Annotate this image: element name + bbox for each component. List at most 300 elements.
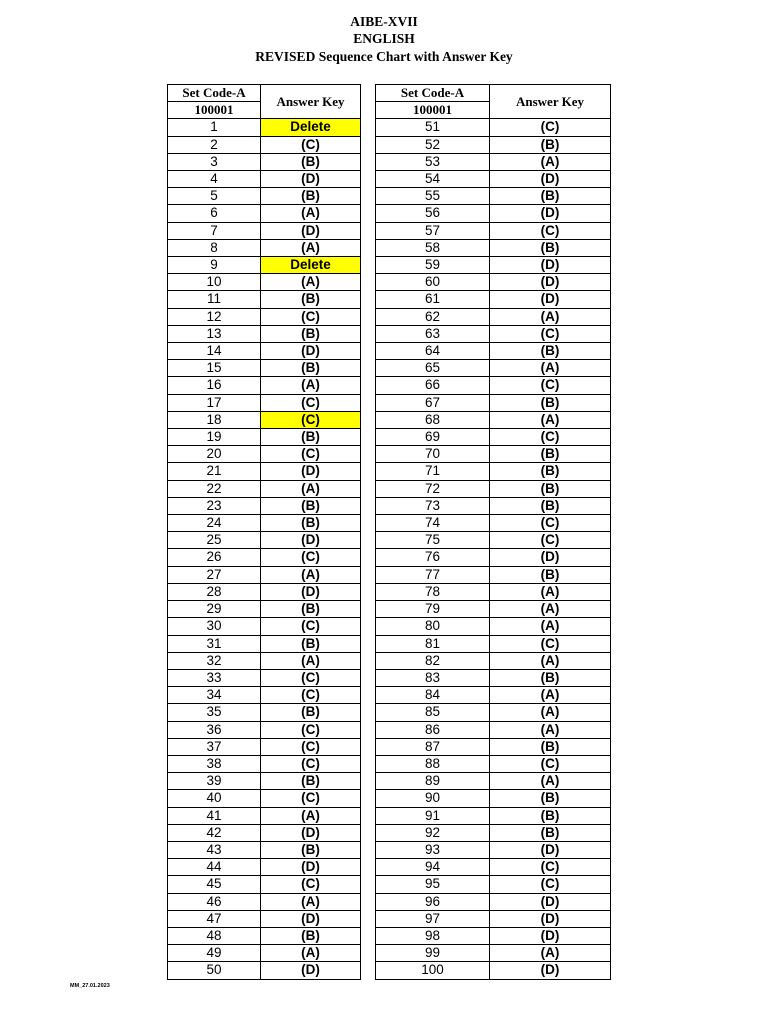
question-number: 20 <box>168 446 261 463</box>
table-row <box>376 532 611 549</box>
table-row <box>168 291 361 308</box>
answer-cell: (D) <box>490 962 611 979</box>
table-row <box>376 136 611 153</box>
answer-cell: (C) <box>490 325 611 342</box>
answer-cell: (C) <box>490 532 611 549</box>
question-number: 93 <box>376 841 490 858</box>
table-row <box>376 480 611 497</box>
answer-cell: (D) <box>490 549 611 566</box>
question-number: 23 <box>168 497 261 514</box>
table-row <box>168 325 361 342</box>
answer-cell: (C) <box>261 790 361 807</box>
answer-cell: (B) <box>261 188 361 205</box>
table-row <box>168 652 361 669</box>
question-number: 48 <box>168 927 261 944</box>
answer-cell: (A) <box>490 721 611 738</box>
table-row <box>376 773 611 790</box>
table-row <box>168 222 361 239</box>
table-row <box>376 239 611 256</box>
table-row <box>168 687 361 704</box>
table-row <box>168 515 361 532</box>
table-row <box>168 566 361 583</box>
table-row <box>376 377 611 394</box>
table-row <box>376 893 611 910</box>
answer-cell: (B) <box>261 704 361 721</box>
table-row <box>376 962 611 979</box>
answer-cell: (B) <box>261 325 361 342</box>
table-row <box>168 704 361 721</box>
table-row <box>168 411 361 428</box>
question-number: 83 <box>376 669 490 686</box>
table-row <box>168 360 361 377</box>
answer-cell: (B) <box>261 153 361 170</box>
answer-cell: (A) <box>490 704 611 721</box>
table-row <box>376 171 611 188</box>
answer-cell: (A) <box>261 274 361 291</box>
answer-cell: (A) <box>261 566 361 583</box>
answer-cell: (D) <box>490 205 611 222</box>
question-number: 77 <box>376 566 490 583</box>
question-number: 99 <box>376 945 490 962</box>
table-row <box>376 566 611 583</box>
question-number: 65 <box>376 360 490 377</box>
table-row <box>376 583 611 600</box>
answer-cell: (C) <box>490 429 611 446</box>
answer-cell: (B) <box>490 239 611 256</box>
set-number-header: 100001 <box>168 102 261 119</box>
answer-cell: (C) <box>490 755 611 772</box>
answer-cell: (B) <box>261 841 361 858</box>
question-number: 85 <box>376 704 490 721</box>
question-number: 34 <box>168 687 261 704</box>
answer-cell: (A) <box>261 893 361 910</box>
answer-key-table-right <box>375 84 611 980</box>
answer-cell: (B) <box>490 669 611 686</box>
answer-cell: (C) <box>490 222 611 239</box>
answer-cell: (D) <box>261 343 361 360</box>
answer-cell: (C) <box>261 876 361 893</box>
question-number: 90 <box>376 790 490 807</box>
answer-cell: (D) <box>261 171 361 188</box>
answer-cell: (A) <box>490 308 611 325</box>
question-number: 27 <box>168 566 261 583</box>
answer-cell: (B) <box>490 480 611 497</box>
answer-cell: (C) <box>261 394 361 411</box>
table-row <box>168 532 361 549</box>
document-subtitle: REVISED Sequence Chart with Answer Key <box>255 49 513 64</box>
table-row <box>376 945 611 962</box>
table-row <box>376 549 611 566</box>
answer-cell: (C) <box>261 721 361 738</box>
answer-cell: (C) <box>490 377 611 394</box>
table-row <box>168 755 361 772</box>
question-number: 41 <box>168 807 261 824</box>
answer-cell: (A) <box>490 583 611 600</box>
question-number: 92 <box>376 824 490 841</box>
question-number: 4 <box>168 171 261 188</box>
answer-cell: (D) <box>261 824 361 841</box>
answer-cell: (B) <box>261 360 361 377</box>
answer-cell: (A) <box>490 773 611 790</box>
table-row <box>168 480 361 497</box>
question-number: 62 <box>376 308 490 325</box>
question-number: 81 <box>376 635 490 652</box>
question-number: 10 <box>168 274 261 291</box>
answer-cell: (D) <box>261 532 361 549</box>
answer-cell: (C) <box>261 308 361 325</box>
table-row <box>376 257 611 274</box>
answer-cell: (A) <box>261 480 361 497</box>
table-row <box>168 171 361 188</box>
question-number: 28 <box>168 583 261 600</box>
answer-cell: (D) <box>490 910 611 927</box>
question-number: 50 <box>168 962 261 979</box>
question-number: 2 <box>168 136 261 153</box>
table-row <box>168 119 361 136</box>
table-row <box>376 738 611 755</box>
question-number: 73 <box>376 497 490 514</box>
answer-cell: (B) <box>261 635 361 652</box>
question-number: 12 <box>168 308 261 325</box>
question-number: 97 <box>376 910 490 927</box>
answer-cell: (A) <box>490 360 611 377</box>
document-title: AIBE-XVII <box>350 14 418 29</box>
table-row <box>376 429 611 446</box>
table-row <box>376 652 611 669</box>
question-number: 39 <box>168 773 261 790</box>
answer-cell: (D) <box>261 583 361 600</box>
header-row <box>376 85 611 102</box>
table-row <box>376 687 611 704</box>
question-number: 13 <box>168 325 261 342</box>
table-row <box>376 704 611 721</box>
table-row <box>376 515 611 532</box>
question-number: 25 <box>168 532 261 549</box>
question-number: 74 <box>376 515 490 532</box>
table-row <box>376 308 611 325</box>
table-row <box>168 308 361 325</box>
question-number: 29 <box>168 601 261 618</box>
answer-cell: (D) <box>490 927 611 944</box>
table-row <box>168 824 361 841</box>
answer-cell: (B) <box>261 601 361 618</box>
question-number: 44 <box>168 859 261 876</box>
answer-cell: (C) <box>490 515 611 532</box>
answer-cell: (B) <box>490 807 611 824</box>
table-row <box>376 343 611 360</box>
set-number-header: 100001 <box>376 102 490 119</box>
header-row <box>168 85 361 102</box>
table-row <box>168 205 361 222</box>
answer-cell: (D) <box>261 859 361 876</box>
answer-cell: (D) <box>490 841 611 858</box>
answer-cell: (B) <box>490 497 611 514</box>
answer-cell: (A) <box>261 239 361 256</box>
question-number: 22 <box>168 480 261 497</box>
answer-cell: (B) <box>490 343 611 360</box>
table-row <box>376 601 611 618</box>
question-number: 59 <box>376 257 490 274</box>
answer-cell: (B) <box>261 515 361 532</box>
answer-key-table-left <box>167 84 361 980</box>
table-row <box>376 153 611 170</box>
table-row <box>376 807 611 824</box>
question-number: 46 <box>168 893 261 910</box>
set-code-header: Set Code-A <box>376 85 490 102</box>
answer-cell: (B) <box>261 291 361 308</box>
question-number: 70 <box>376 446 490 463</box>
answer-key-header: Answer Key <box>261 85 361 119</box>
table-row <box>376 618 611 635</box>
question-number: 30 <box>168 618 261 635</box>
answer-cell: (D) <box>261 222 361 239</box>
answer-cell: (C) <box>261 549 361 566</box>
question-number: 24 <box>168 515 261 532</box>
question-number: 76 <box>376 549 490 566</box>
question-number: 17 <box>168 394 261 411</box>
table-row <box>376 411 611 428</box>
question-number: 45 <box>168 876 261 893</box>
answer-cell: (A) <box>261 205 361 222</box>
question-number: 37 <box>168 738 261 755</box>
table-row <box>376 859 611 876</box>
answer-cell: (C) <box>261 738 361 755</box>
answer-cell: (C) <box>490 635 611 652</box>
question-number: 19 <box>168 429 261 446</box>
table-row <box>376 790 611 807</box>
answer-cell: (B) <box>261 927 361 944</box>
table-row <box>376 463 611 480</box>
answer-cell: (C) <box>261 136 361 153</box>
table-row <box>168 583 361 600</box>
question-number: 52 <box>376 136 490 153</box>
question-number: 32 <box>168 652 261 669</box>
answer-cell: (A) <box>261 377 361 394</box>
table-body <box>376 119 611 979</box>
table-row <box>168 807 361 824</box>
answer-cell: (B) <box>490 188 611 205</box>
table-row <box>168 893 361 910</box>
answer-cell: (A) <box>261 945 361 962</box>
answer-cell: (D) <box>261 463 361 480</box>
answer-cell: (A) <box>261 652 361 669</box>
table-row <box>376 910 611 927</box>
table-row <box>376 360 611 377</box>
question-number: 60 <box>376 274 490 291</box>
answer-cell: (D) <box>490 257 611 274</box>
question-number: 53 <box>376 153 490 170</box>
question-number: 36 <box>168 721 261 738</box>
table-row <box>376 635 611 652</box>
table-row <box>376 446 611 463</box>
answer-cell: (B) <box>261 429 361 446</box>
table-row <box>168 721 361 738</box>
question-number: 100 <box>376 962 490 979</box>
answer-cell-highlighted: Delete <box>261 119 361 136</box>
question-number: 49 <box>168 945 261 962</box>
answer-cell-highlighted: (C) <box>261 411 361 428</box>
answer-cell: (B) <box>490 738 611 755</box>
table-row <box>168 429 361 446</box>
question-number: 66 <box>376 377 490 394</box>
answer-cell: (A) <box>490 411 611 428</box>
table-row <box>376 876 611 893</box>
answer-cell: (C) <box>490 859 611 876</box>
answer-cell: (B) <box>490 790 611 807</box>
table-row <box>376 824 611 841</box>
table-row <box>168 463 361 480</box>
question-number: 89 <box>376 773 490 790</box>
table-row <box>168 635 361 652</box>
answer-cell: (C) <box>261 446 361 463</box>
answer-cell: (B) <box>490 394 611 411</box>
question-number: 80 <box>376 618 490 635</box>
question-number: 14 <box>168 343 261 360</box>
question-number: 91 <box>376 807 490 824</box>
question-number: 26 <box>168 549 261 566</box>
set-code-header: Set Code-A <box>168 85 261 102</box>
answer-cell: (A) <box>490 618 611 635</box>
question-number: 51 <box>376 119 490 136</box>
question-number: 63 <box>376 325 490 342</box>
answer-cell: (D) <box>490 291 611 308</box>
question-number: 33 <box>168 669 261 686</box>
question-number: 72 <box>376 480 490 497</box>
question-number: 69 <box>376 429 490 446</box>
table-row <box>168 945 361 962</box>
question-number: 95 <box>376 876 490 893</box>
table-row <box>376 927 611 944</box>
question-number: 79 <box>376 601 490 618</box>
answer-cell: (B) <box>490 136 611 153</box>
table-row <box>168 394 361 411</box>
table-body <box>168 119 361 979</box>
table-row <box>376 394 611 411</box>
table-row <box>168 790 361 807</box>
answer-cell: (C) <box>490 119 611 136</box>
footer-code: MM_27.01.2023 <box>70 983 110 989</box>
answer-cell: (C) <box>261 669 361 686</box>
answer-cell: (A) <box>490 687 611 704</box>
table-row <box>376 669 611 686</box>
answer-cell: (C) <box>261 618 361 635</box>
question-number: 47 <box>168 910 261 927</box>
answer-cell: (C) <box>490 876 611 893</box>
table-row <box>168 876 361 893</box>
table-row <box>168 257 361 274</box>
table-row <box>168 343 361 360</box>
question-number: 64 <box>376 343 490 360</box>
question-number: 15 <box>168 360 261 377</box>
question-number: 67 <box>376 394 490 411</box>
question-number: 94 <box>376 859 490 876</box>
question-number: 18 <box>168 411 261 428</box>
question-number: 11 <box>168 291 261 308</box>
answer-cell: (D) <box>261 962 361 979</box>
answer-cell: (A) <box>490 652 611 669</box>
table-row <box>168 841 361 858</box>
question-number: 40 <box>168 790 261 807</box>
answer-cell: (A) <box>490 945 611 962</box>
table-row <box>376 291 611 308</box>
table-row <box>168 274 361 291</box>
table-row <box>168 618 361 635</box>
question-number: 61 <box>376 291 490 308</box>
question-number: 16 <box>168 377 261 394</box>
question-number: 31 <box>168 635 261 652</box>
table-row <box>168 549 361 566</box>
question-number: 9 <box>168 257 261 274</box>
answer-cell: (B) <box>261 497 361 514</box>
answer-cell: (B) <box>261 773 361 790</box>
question-number: 42 <box>168 824 261 841</box>
question-number: 88 <box>376 755 490 772</box>
question-number: 21 <box>168 463 261 480</box>
answer-key-header: Answer Key <box>490 85 611 119</box>
table-row <box>168 927 361 944</box>
answer-cell: (A) <box>490 601 611 618</box>
answer-cell-highlighted: Delete <box>261 257 361 274</box>
question-number: 75 <box>376 532 490 549</box>
table-row <box>168 962 361 979</box>
question-number: 7 <box>168 222 261 239</box>
question-number: 82 <box>376 652 490 669</box>
table-row <box>168 497 361 514</box>
answer-cell: (D) <box>490 274 611 291</box>
question-number: 3 <box>168 153 261 170</box>
table-row <box>376 119 611 136</box>
table-row <box>376 841 611 858</box>
question-number: 1 <box>168 119 261 136</box>
table-row <box>376 274 611 291</box>
table-row <box>168 738 361 755</box>
table-row <box>168 910 361 927</box>
answer-cell: (C) <box>261 687 361 704</box>
question-number: 58 <box>376 239 490 256</box>
question-number: 71 <box>376 463 490 480</box>
table-row <box>168 136 361 153</box>
question-number: 98 <box>376 927 490 944</box>
table-row <box>168 446 361 463</box>
answer-cell: (B) <box>490 463 611 480</box>
question-number: 6 <box>168 205 261 222</box>
answer-cell: (D) <box>490 893 611 910</box>
answer-cell: (A) <box>261 807 361 824</box>
question-number: 87 <box>376 738 490 755</box>
table-row <box>376 755 611 772</box>
question-number: 56 <box>376 205 490 222</box>
table-row <box>376 497 611 514</box>
question-number: 78 <box>376 583 490 600</box>
question-number: 86 <box>376 721 490 738</box>
answer-cell: (D) <box>490 171 611 188</box>
table-row <box>376 188 611 205</box>
answer-cell: (B) <box>490 446 611 463</box>
document-subject: ENGLISH <box>353 31 415 46</box>
question-number: 84 <box>376 687 490 704</box>
question-number: 8 <box>168 239 261 256</box>
table-row <box>168 669 361 686</box>
question-number: 35 <box>168 704 261 721</box>
question-number: 5 <box>168 188 261 205</box>
table-row <box>376 222 611 239</box>
answer-cell: (C) <box>261 755 361 772</box>
question-number: 96 <box>376 893 490 910</box>
question-number: 68 <box>376 411 490 428</box>
table-row <box>168 153 361 170</box>
table-row <box>376 721 611 738</box>
table-row <box>168 188 361 205</box>
